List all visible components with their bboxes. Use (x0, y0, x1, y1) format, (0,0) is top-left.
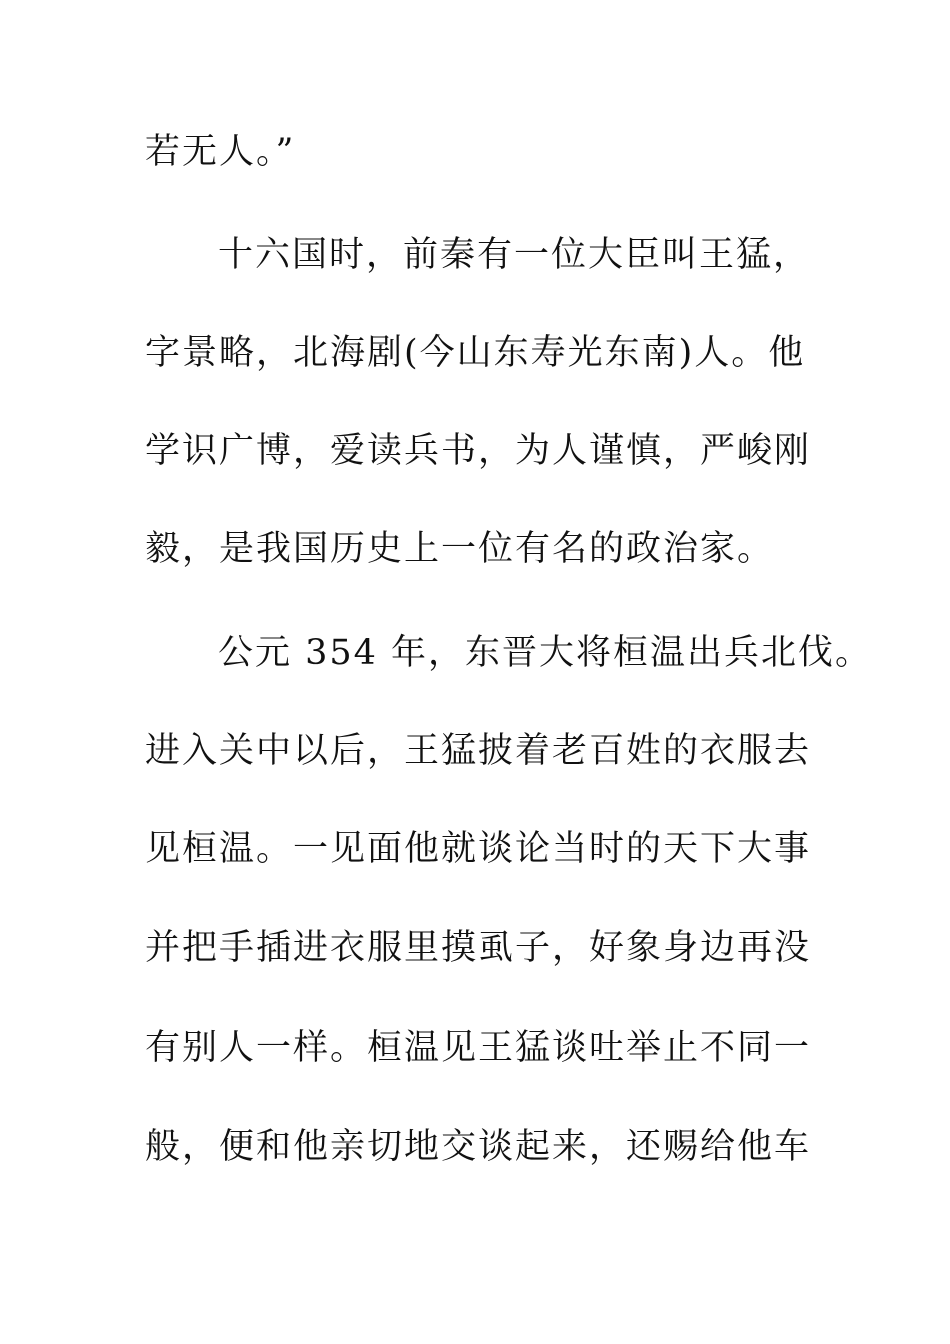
text-line: 并把手插进衣服里摸虱子，好象身边再没 (145, 928, 812, 968)
text-line: 般，便和他亲切地交谈起来，还赐给他车 (145, 1127, 812, 1167)
text-line: 见桓温。一见面他就谈论当时的天下大事 (145, 829, 812, 869)
text-line: 有别人一样。桓温见王猛谈吐举止不同一 (145, 1028, 812, 1068)
paragraph-start-line: 公元 354 年，东晋大将桓温出兵北伐。 (218, 633, 873, 673)
paragraph-start-line: 十六国时，前秦有一位大臣叫王猛， (218, 235, 811, 275)
text-line: 学识广博，爱读兵书，为人谨慎，严峻刚 (145, 431, 812, 471)
text-line: 毅，是我国历史上一位有名的政治家。 (145, 529, 775, 569)
text-line: 若无人。” (145, 132, 296, 172)
text-line: 进入关中以后，王猛披着老百姓的衣服去 (145, 731, 812, 771)
text-line: 字景略，北海剧(今山东寿光东南)人。他 (145, 333, 806, 373)
